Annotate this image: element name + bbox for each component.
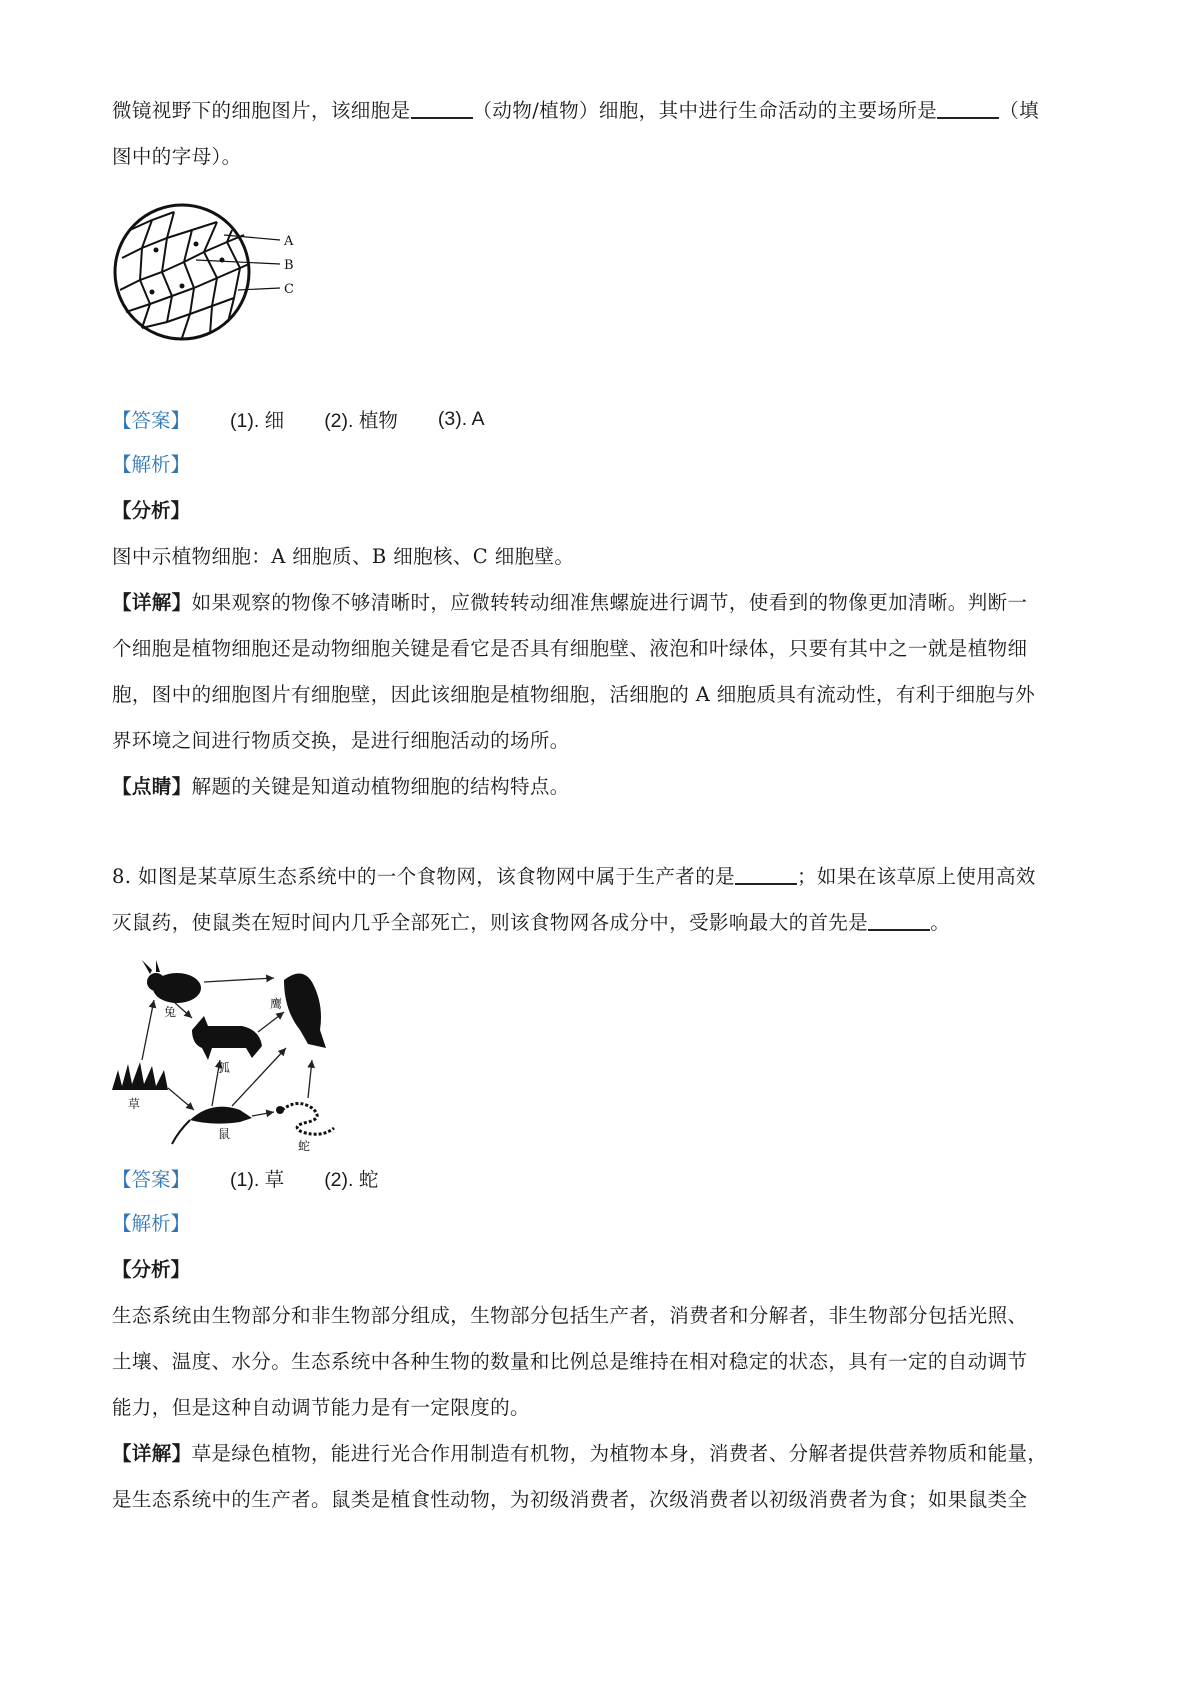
analysis-line: 生态系统由生物部分和非生物部分组成，生物部分包括生产者，消费者和分解者，非生物部分包括光照、 xyxy=(112,1304,1028,1327)
detail-line: 界环境之间进行物质交换，是进行细胞活动的场所。 xyxy=(112,729,570,752)
eagle-icon xyxy=(284,973,326,1048)
q7-answer-row xyxy=(112,396,1102,442)
food-web-label-mouse: 鼠 xyxy=(218,1127,231,1141)
explain-tag: 【解析】 xyxy=(112,1212,191,1235)
answer-2: (2). 植物 xyxy=(324,410,398,432)
analysis-tag: 【分析】 xyxy=(112,499,191,522)
answer-tag: 【答案】 xyxy=(112,1168,191,1191)
answer-3: (3). A xyxy=(437,407,485,430)
answer-2: (2). 蛇 xyxy=(324,1169,379,1191)
answer-blank xyxy=(868,907,930,931)
tip-tag: 【点睛】 xyxy=(112,775,192,798)
figure-label-C: C xyxy=(284,282,294,297)
q7-stem-line1: 微镜视野下的细胞图片，该细胞是 （动物/植物）细胞，其中进行生命活动的主要场所是 （填 xyxy=(112,88,1102,134)
food-web-label-rabbit: 兔 xyxy=(164,1005,177,1019)
food-web-label-fox: 狐 xyxy=(218,1061,231,1075)
answer-1: (1). 细 xyxy=(230,410,285,432)
analysis-text: 图中示植物细胞：A 细胞质、B 细胞核、C 细胞壁。 xyxy=(112,545,575,568)
document-page xyxy=(112,88,1102,1523)
answer-tag: 【答案】 xyxy=(112,409,191,432)
q8-stem-line1: 8. 如图是某草原生态系统中的一个食物网，该食物网中属于生产者的是 ；如果在该草原上使用高效 xyxy=(112,854,1102,900)
cell-microscope-figure xyxy=(112,200,322,350)
answer-1: (1). 草 xyxy=(230,1169,285,1191)
detail-tag: 【详解】 xyxy=(112,591,192,614)
tip-line: 【点睛】解题的关键是知道动植物细胞的结构特点。 xyxy=(112,775,570,798)
rabbit-icon xyxy=(142,960,201,1003)
detail-line: 是生态系统中的生产者。鼠类是植食性动物，为初级消费者，次级消费者以初级消费者为食；如果鼠类全 xyxy=(112,1488,1028,1511)
detail-line: 胞，图中的细胞图片有细胞壁，因此该细胞是植物细胞，活细胞的 A 细胞质具有流动性，有利于细胞与外 xyxy=(112,683,1036,706)
food-web-figure xyxy=(112,960,382,1155)
snake-icon xyxy=(276,1103,334,1134)
detail-tag: 【详解】 xyxy=(112,1442,192,1465)
figure-label-A: A xyxy=(284,234,294,249)
detail-line: 个细胞是植物细胞还是动物细胞关键是看它是否具有细胞壁、液泡和叶绿体，只要有其中之一就是植物细 xyxy=(112,637,1028,660)
detail-line: 【详解】如果观察的物像不够清晰时，应微转转动细准焦螺旋进行调节，使看到的物像更加清晰。判断一 xyxy=(112,591,1028,614)
q8-answer-row xyxy=(112,1155,1102,1201)
analysis-line: 土壤、温度、水分。生态系统中各种生物的数量和比例总是维持在相对稳定的状态，具有一定的自动调节 xyxy=(112,1350,1028,1373)
q8-stem-line2: 灭鼠药，使鼠类在短时间内几乎全部死亡，则该食物网各成分中，受影响最大的首先是 。 xyxy=(112,900,1102,946)
figure-label-B: B xyxy=(284,258,294,273)
answer-blank xyxy=(735,861,797,885)
food-web-label-grass: 草 xyxy=(128,1097,141,1111)
analysis-line: 能力，但是这种自动调节能力是有一定限度的。 xyxy=(112,1396,530,1419)
q7-stem-line2: 图中的字母）。 xyxy=(112,145,242,168)
grass-icon xyxy=(112,1062,168,1090)
answer-blank xyxy=(937,95,999,119)
food-web-label-eagle: 鹰 xyxy=(270,997,283,1011)
mouse-icon xyxy=(172,1107,252,1144)
explain-tag: 【解析】 xyxy=(112,453,191,476)
analysis-tag: 【分析】 xyxy=(112,1258,191,1281)
detail-line: 【详解】草是绿色植物，能进行光合作用制造有机物，为植物本身，消费者、分解者提供营养物质和能量， xyxy=(112,1442,1048,1465)
answer-blank xyxy=(411,95,473,119)
fox-icon xyxy=(192,1016,262,1060)
food-web-label-snake: 蛇 xyxy=(298,1139,311,1153)
